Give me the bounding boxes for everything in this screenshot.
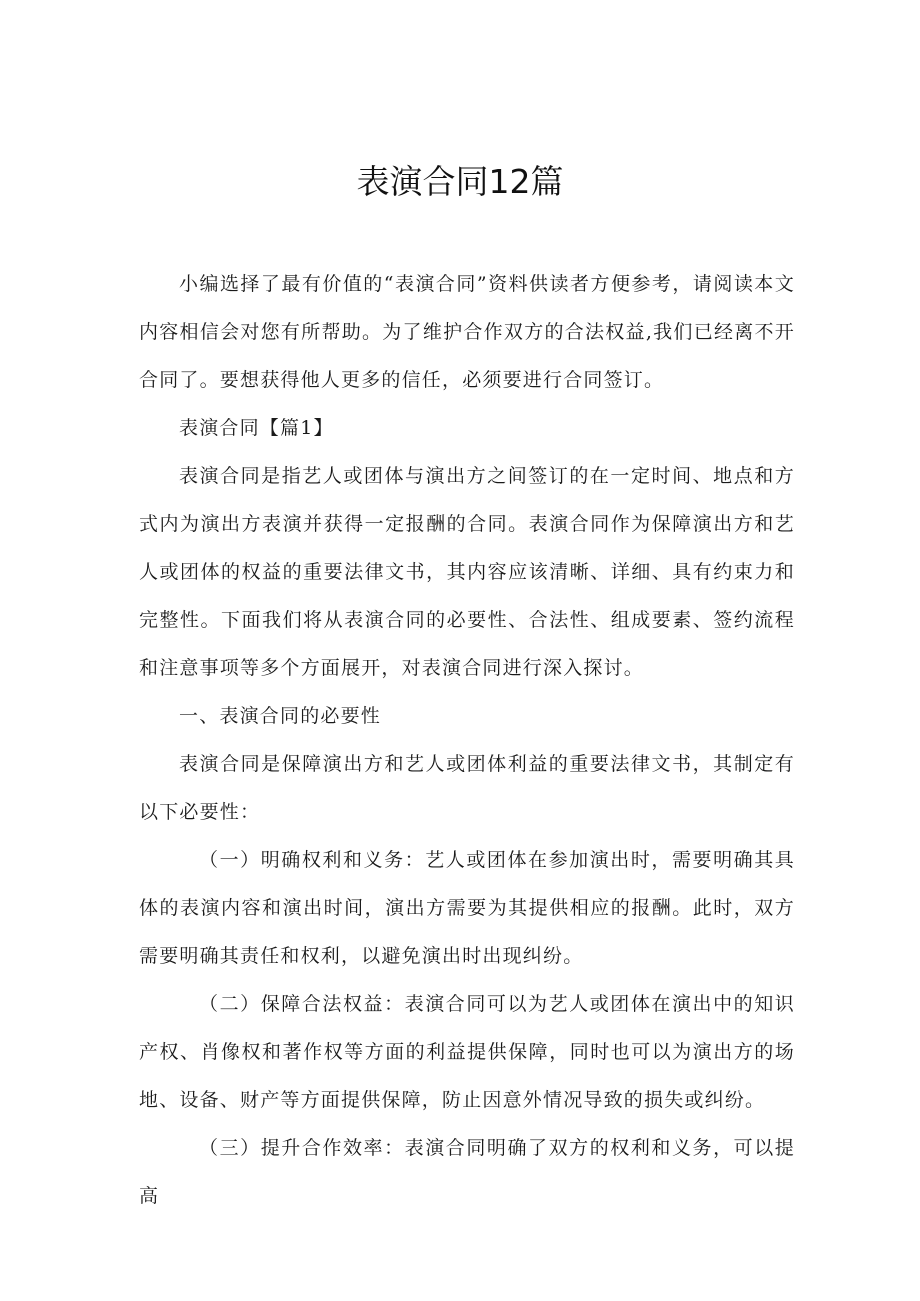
definition-paragraph: 表演合同是指艺人或团体与演出方之间签订的在一定时间、地点和方式内为演出方表演并获得一定报酬的合同。表演合同作为保障演出方和艺人或团体的权益的重要法律文书，其内容应该清晰、详细、具有约束力和完整性。下面我们将从表演合同的必要性、合法性、组成要素、签约流程和注意事项等多个方面展开，对表演合同进行深入探讨。 <box>139 465 795 679</box>
section-heading-necessity: 一、表演合同的必要性 <box>179 705 382 727</box>
document-title: 表演合同12篇 <box>356 162 564 201</box>
necessity-intro-paragraph: 表演合同是保障演出方和艺人或团体利益的重要法律文书，其制定有以下必要性： <box>139 753 795 823</box>
intro-paragraph: 小编选择了最有价值的“表演合同”资料供读者方便参考，请阅读本文内容相信会对您有所帮助。为了维护合作双方的合法权益,我们已经离不开合同了。要想获得他人更多的信任，必须要进行合同签订。 <box>139 273 795 391</box>
section-heading-part-1: 表演合同【篇1】 <box>179 417 334 439</box>
necessity-item-1: （一）明确权利和义务：艺人或团体在参加演出时，需要明确其具体的表演内容和演出时间，演出方需要为其提供相应的报酬。此时，双方需要明确其责任和权利，以避免演出时出现纠纷。 <box>139 849 795 967</box>
necessity-item-3: （三）提升合作效率：表演合同明确了双方的权利和义务，可以提高 <box>139 1137 795 1207</box>
necessity-item-2: （二）保障合法权益：表演合同可以为艺人或团体在演出中的知识产权、肖像权和著作权等方面的利益提供保障，同时也可以为演出方的场地、设备、财产等方面提供保障，防止因意外情况导致的损失或纠纷。 <box>139 993 795 1111</box>
